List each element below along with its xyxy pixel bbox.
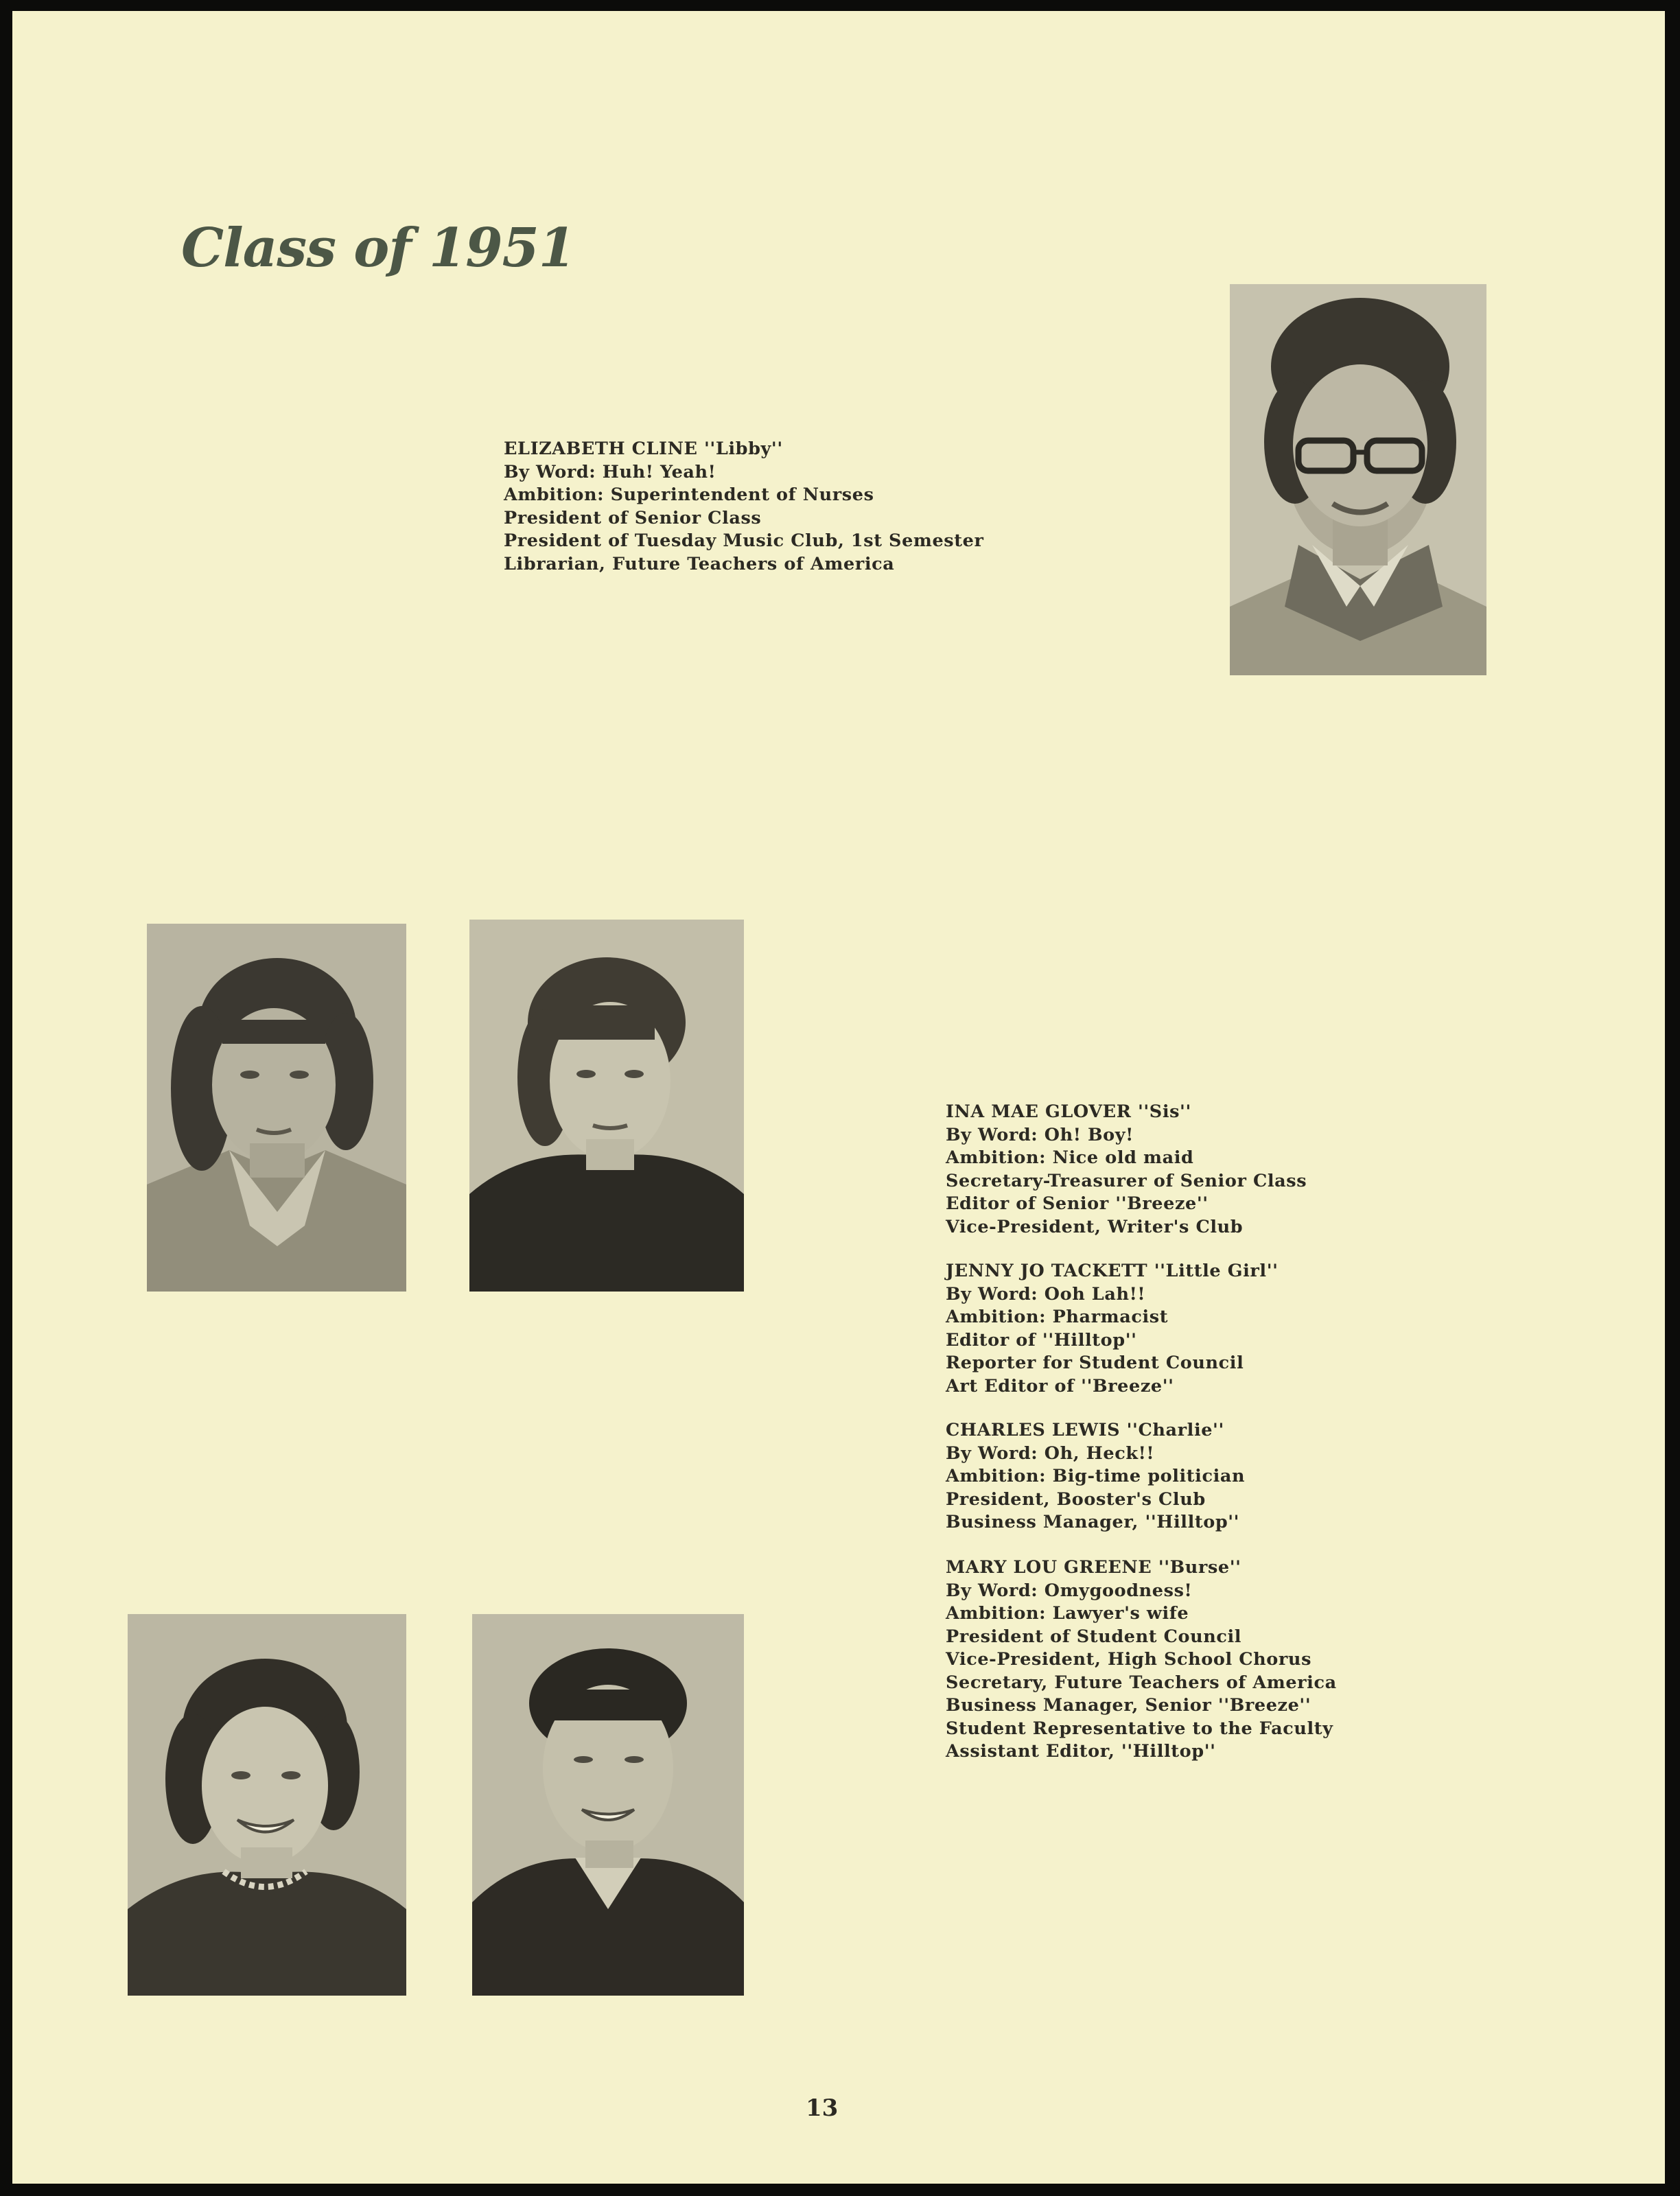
portrait-elizabeth-cline	[1230, 284, 1486, 675]
portrait-jenny-jo-tackett	[469, 920, 744, 1292]
portrait-ina-mae-glover	[147, 924, 406, 1292]
student-detail: Ambition: Big-time politician	[946, 1466, 1246, 1486]
student-detail: Student Representative to the Faculty	[946, 1718, 1333, 1739]
student-detail: By Word: Oh, Heck!!	[946, 1442, 1155, 1464]
student-entry-ina-mae-glover	[946, 1101, 1307, 1239]
student-detail: Editor of Senior ''Breeze''	[946, 1193, 1209, 1214]
student-detail: President, Booster's Club	[946, 1488, 1206, 1510]
student-detail: Secretary-Treasurer of Senior Class	[946, 1170, 1307, 1191]
student-name: MARY LOU GREENE ''Burse''	[946, 1557, 1241, 1578]
student-detail: Art Editor of ''Breeze''	[946, 1375, 1174, 1397]
student-detail: Ambition: Lawyer's wife	[946, 1603, 1189, 1624]
student-detail: Assistant Editor, ''Hilltop''	[946, 1741, 1216, 1762]
student-detail: By Word: Omygoodness!	[946, 1580, 1193, 1601]
student-detail: Editor of ''Hilltop''	[946, 1329, 1137, 1351]
student-detail: Secretary, Future Teachers of America	[946, 1672, 1337, 1693]
student-entry-charles-lewis	[946, 1419, 1245, 1534]
page-number: 13	[806, 2094, 839, 2122]
page-title: Class of 1951	[181, 217, 576, 279]
student-entry-jenny-jo-tackett	[946, 1260, 1279, 1398]
student-detail: Librarian, Future Teachers of America	[504, 553, 895, 574]
student-detail: President of Tuesday Music Club, 1st Semester	[504, 530, 984, 551]
student-detail: By Word: Huh! Yeah!	[504, 461, 716, 482]
student-detail: By Word: Ooh Lah!!	[946, 1283, 1146, 1305]
student-name: CHARLES LEWIS ''Charlie''	[946, 1420, 1224, 1440]
student-name: INA MAE GLOVER ''Sis''	[946, 1101, 1191, 1122]
student-name: JENNY JO TACKETT ''Little Girl''	[946, 1261, 1279, 1281]
student-name: ELIZABETH CLINE ''Libby''	[504, 439, 783, 459]
student-entry-elizabeth-cline	[504, 438, 984, 576]
yearbook-page	[12, 11, 1665, 2184]
student-detail: Ambition: Superintendent of Nurses	[504, 484, 874, 505]
student-detail: Business Manager, Senior ''Breeze''	[946, 1695, 1311, 1716]
student-detail: Vice-President, Writer's Club	[946, 1216, 1244, 1237]
student-detail: President of Student Council	[946, 1626, 1242, 1647]
student-detail: Vice-President, High School Chorus	[946, 1649, 1312, 1670]
portrait-charles-lewis	[472, 1614, 744, 1996]
student-detail: Ambition: Pharmacist	[946, 1307, 1169, 1327]
student-detail: Business Manager, ''Hilltop''	[946, 1512, 1240, 1532]
portrait-mary-lou-greene	[128, 1614, 406, 1996]
student-entry-mary-lou-greene	[946, 1556, 1337, 1764]
student-detail: By Word: Oh! Boy!	[946, 1124, 1134, 1145]
student-detail: President of Senior Class	[504, 507, 762, 528]
student-detail: Ambition: Nice old maid	[946, 1147, 1194, 1168]
student-detail: Reporter for Student Council	[946, 1353, 1244, 1373]
